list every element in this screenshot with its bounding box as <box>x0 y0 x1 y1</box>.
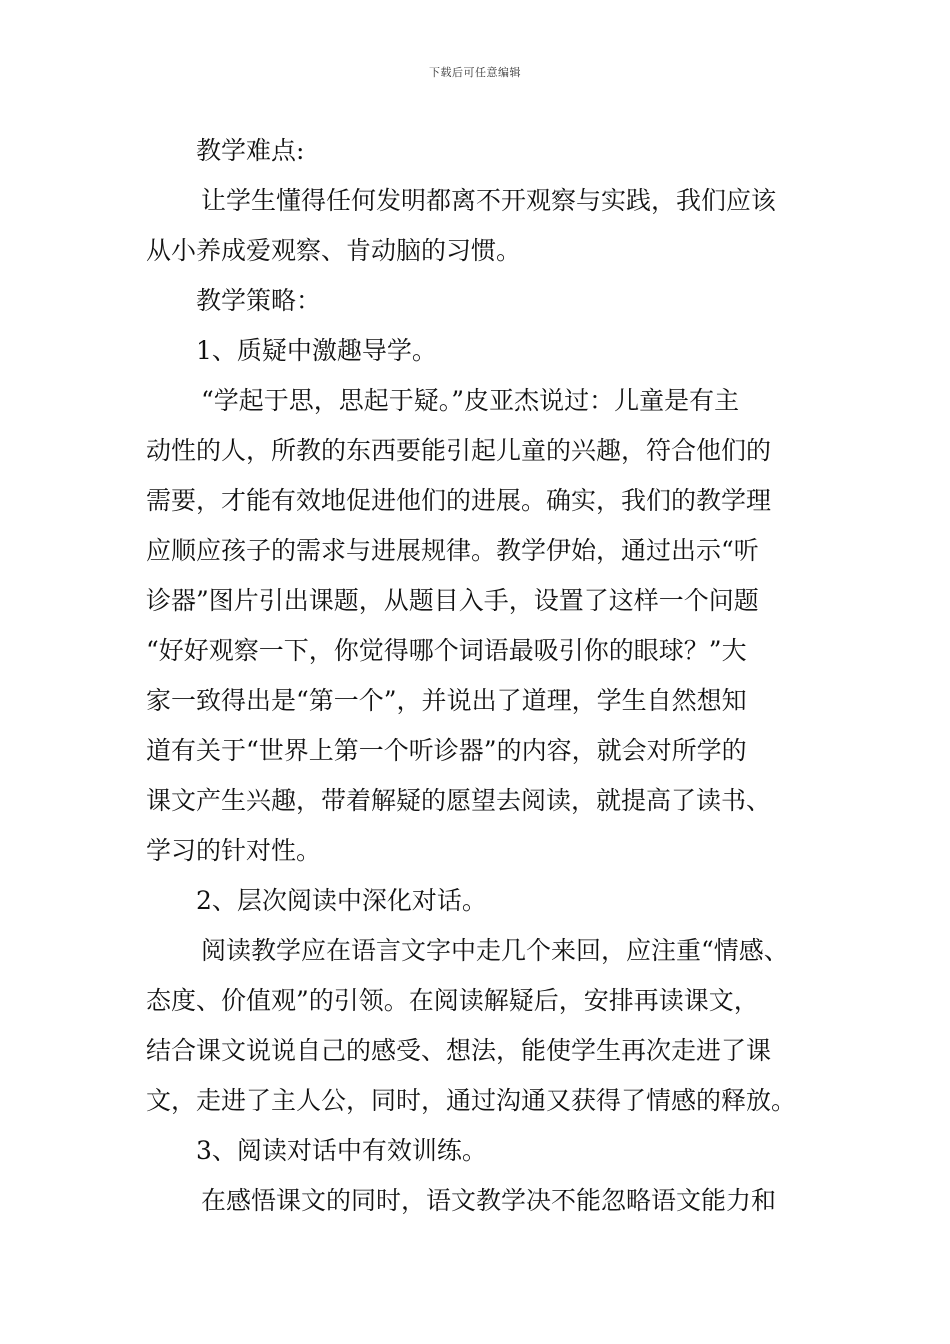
strategy-item-1: 1、质疑中激趣导学。 <box>196 336 437 365</box>
paragraph-line: 学习的针对性。 <box>146 836 322 865</box>
paragraph-line: 结合课文说说自己的感受、想法，能使学生再次走进了课 <box>146 1036 772 1065</box>
paragraph-line: 诊器”图片引出课题，从题目入手，设置了这样一个问题 <box>146 586 759 615</box>
paragraph-line: 道有关于“世界上第一个听诊器”的内容，就会对所学的 <box>146 736 747 765</box>
paragraph-line: 从小养成爱观察、肯动脑的习惯。 <box>146 236 522 265</box>
paragraph-line: 课文产生兴趣，带着解疑的愿望去阅读，就提高了读书、 <box>146 786 772 815</box>
paragraph-line: 阅读教学应在语言文字中走几个来回，应注重“情感、 <box>201 936 789 965</box>
strategy-item-3: 3、阅读对话中有效训练。 <box>196 1136 487 1165</box>
paragraph-line: 家一致得出是“第一个”，并说出了道理，学生自然想知 <box>146 686 747 715</box>
paragraph-line: 在感悟课文的同时，语文教学决不能忽略语文能力和 <box>201 1186 777 1215</box>
paragraph-line: 文，走进了主人公，同时，通过沟通又获得了情感的释放。 <box>146 1086 797 1115</box>
paragraph-line: 应顺应孩子的需求与进展规律。教学伊始，通过出示“听 <box>146 536 759 565</box>
paragraph-line: 让学生懂得任何发明都离不开观察与实践，我们应该 <box>201 186 777 215</box>
paragraph-line: 需要，才能有效地促进他们的进展。确实，我们的教学理 <box>146 486 772 515</box>
heading-teaching-difficulty: 教学难点: <box>196 136 305 165</box>
paragraph-line: 态度、价值观”的引领。在阅读解疑后，安排再读课文， <box>146 986 759 1015</box>
paragraph-line: “学起于思，思起于疑。”皮亚杰说过：儿童是有主 <box>201 386 740 415</box>
strategy-item-2: 2、层次阅读中深化对话。 <box>196 886 487 915</box>
page-header: 下载后可任意编辑 <box>429 66 521 79</box>
heading-teaching-strategy: 教学策略： <box>196 286 322 315</box>
paragraph-line: “好好观察一下，你觉得哪个词语最吸引你的眼球？”大 <box>146 636 747 665</box>
document-body <box>146 126 826 1226</box>
paragraph-line: 动性的人，所教的东西要能引起儿童的兴趣，符合他们的 <box>146 436 772 465</box>
